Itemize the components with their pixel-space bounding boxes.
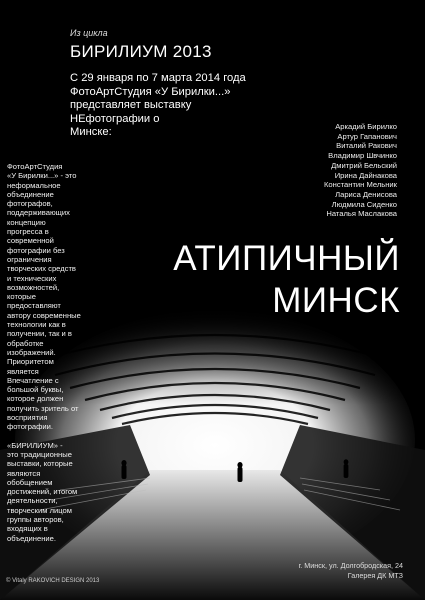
exhibition-title-line-1: АТИПИЧНЫЙ (173, 239, 400, 278)
description-line: изображений. (7, 347, 56, 357)
announce-line: представляет выставку (70, 99, 192, 112)
description-line: объединение. (7, 533, 56, 543)
description-line: выставки, которые (7, 459, 73, 469)
description-line: фотографии. (7, 422, 53, 432)
description-line: восприятия (7, 413, 48, 423)
announce-line: ФотоАртСтудия «У Бирилки...» (70, 85, 231, 98)
announce-line: С 29 января по 7 марта 2014 года (70, 72, 246, 84)
description-line: Приоритетом (7, 357, 54, 367)
description-line: «У Бирилки...» - это (7, 171, 77, 181)
author-name: Константин Мельник (324, 180, 397, 190)
description-line: которое должен (7, 394, 64, 404)
description-line: которые (7, 292, 36, 302)
author-name: Виталий Ракович (336, 141, 397, 151)
description-line: группы авторов, (7, 514, 64, 524)
venue-address (299, 561, 403, 580)
description-line: это традиционные (7, 449, 72, 459)
copyright-notice: © Vitaly RAKOVICH DESIGN 2013 (6, 578, 100, 584)
description-line: «БИРИЛИУМ» - (7, 440, 63, 450)
description-line: ограничения (7, 254, 52, 264)
description-line: являются (7, 468, 41, 478)
description-line: неформальное (7, 180, 61, 190)
description-line: автору современные (7, 310, 81, 320)
authors-list (267, 122, 397, 219)
description-line: получении, так и в (7, 329, 72, 339)
announce-line: НЕфотографии о (70, 112, 160, 125)
exhibition-announcement (70, 72, 250, 140)
description-line: фотографии без (7, 245, 65, 255)
paragraph-gap (7, 432, 115, 441)
description-line: прогресса в (7, 227, 49, 237)
address-street: г. Минск, ул. Долгобродская, 24 (298, 561, 403, 570)
exhibition-title-line-2: МИНСК (272, 281, 400, 320)
description-line: поддерживающих (7, 208, 70, 218)
description-line: является (7, 366, 39, 376)
description-line: Впечатление с (7, 375, 59, 385)
description-line: предоставляют (7, 301, 61, 311)
author-name: Людмила Сиденко (331, 199, 397, 209)
description-line: и технических (7, 273, 57, 283)
author-name: Наталья Маслакова (326, 209, 397, 219)
description-line: технологии как в (7, 320, 66, 330)
description-line: достижений, итогом (7, 487, 78, 497)
author-name: Дмитрий Бельский (331, 160, 397, 170)
description-line: ФотоАртСтудия (7, 162, 63, 171)
description-line: творческим лицом (7, 505, 72, 515)
description-line: современной (7, 236, 54, 246)
series-label: Из цикла (70, 28, 108, 38)
description-line: большой буквы, (7, 385, 64, 395)
exhibition-title (138, 238, 400, 322)
address-venue: Галерея ДК МТЗ (347, 570, 403, 580)
description-line: концепцию (7, 217, 46, 227)
studio-description (7, 162, 115, 543)
author-name: Владимир Швчинко (328, 151, 397, 161)
description-line: обобщением (7, 477, 53, 487)
description-line: фотографов, (7, 199, 53, 209)
author-name: Лариса Денисова (335, 189, 397, 199)
description-line: объединение (7, 189, 54, 199)
description-line: возможностей, (7, 282, 60, 292)
author-name: Артур Гапанович (337, 131, 397, 141)
author-name: Аркадий Бирилко (335, 122, 397, 131)
description-line: деятельности, (7, 496, 58, 506)
announce-line: Минске: (70, 126, 112, 139)
description-line: получить зритель от (7, 403, 79, 413)
description-line: обработке (7, 338, 44, 348)
description-line: творческих средств (7, 264, 76, 274)
series-title: БИРИЛИУМ 2013 (70, 42, 212, 61)
description-line: входящих в (7, 524, 48, 534)
author-name: Ирина Дайнакова (334, 170, 397, 180)
